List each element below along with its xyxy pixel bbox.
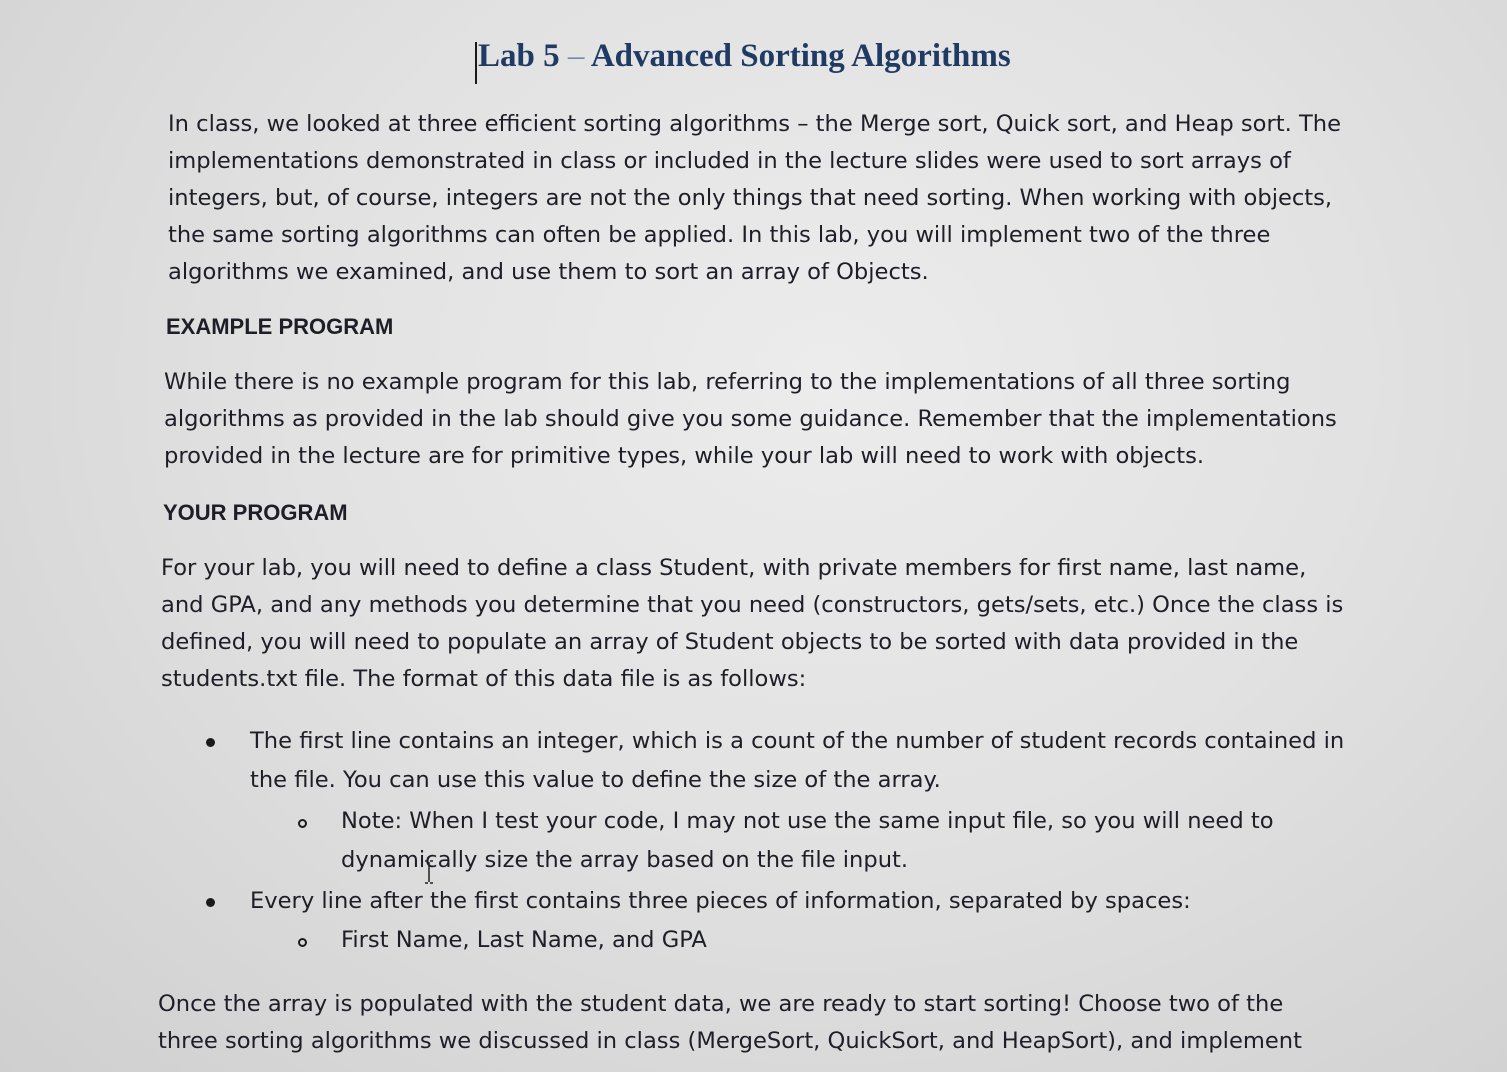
- your-program-heading: YOUR PROGRAM: [163, 500, 348, 525]
- ibeam-cursor-icon: [424, 860, 434, 884]
- sub-bullet-item: [341, 802, 1274, 880]
- intro-line: algorithms we examined, and use them to sort an array of Objects.: [168, 259, 929, 285]
- sub-bullet-line: Note: When I test your code, I may not use the same input file, so you will need to: [341, 808, 1274, 834]
- intro-line: implementations demonstrated in class or included in the lecture slides were used to sort arrays of: [168, 148, 1291, 174]
- sub-bullet-item: [341, 921, 707, 960]
- sub-bullet-icon: [298, 819, 307, 828]
- sub-bullet-line: First Name, Last Name, and GPA: [341, 927, 707, 953]
- bullet-item: [250, 882, 1191, 921]
- sub-bullet-line: dynamically size the array based on the file input.: [341, 847, 909, 873]
- example-line: provided in the lecture are for primitive types, while your lab will need to work with objects.: [164, 443, 1205, 469]
- closing-line: Once the array is populated with the student data, we are ready to start sorting! Choose two of the: [158, 991, 1284, 1017]
- bullet-icon: [206, 738, 215, 747]
- example-program-paragraph: [164, 364, 1337, 475]
- your-program-line: and GPA, and any methods you determine that you need (constructors, gets/sets, etc.) Once the class is: [161, 592, 1344, 618]
- intro-line: the same sorting algorithms can often be applied. In this lab, you will implement two of the three: [168, 222, 1271, 248]
- bullet-line: The first line contains an integer, which is a count of the number of student records contained in: [250, 728, 1345, 754]
- sub-bullet-icon: [298, 938, 307, 947]
- your-program-line: defined, you will need to populate an array of Student objects to be sorted with data provided in the: [161, 629, 1299, 655]
- bullet-line: the file. You can use this value to define the size of the array.: [250, 767, 941, 793]
- intro-paragraph: [168, 106, 1341, 291]
- intro-line: integers, but, of course, integers are not the only things that need sorting. When working with objects,: [168, 185, 1333, 211]
- closing-paragraph: [158, 986, 1302, 1060]
- your-program-paragraph: [161, 550, 1343, 698]
- intro-line: In class, we looked at three efficient sorting algorithms – the Merge sort, Quick sort, and Heap sort. The: [168, 111, 1342, 137]
- title-text: Advanced Sorting Algorithms: [590, 38, 1011, 74]
- bullet-line: Every line after the first contains three pieces of information, separated by spaces:: [250, 888, 1191, 914]
- example-program-heading: EXAMPLE PROGRAM: [166, 314, 394, 339]
- title-dash: –: [567, 38, 585, 74]
- text-cursor: [475, 42, 477, 84]
- page-title: [478, 38, 1011, 75]
- example-line: algorithms as provided in the lab should give you some guidance. Remember that the implementations: [164, 406, 1337, 432]
- closing-line: three sorting algorithms we discussed in class (MergeSort, QuickSort, and HeapSort), and implement: [158, 1028, 1302, 1054]
- bullet-item: [250, 722, 1344, 800]
- bullet-icon: [206, 898, 215, 907]
- title-lab-number: Lab 5: [478, 38, 560, 74]
- your-program-line: students.txt file. The format of this data file is as follows:: [161, 666, 807, 692]
- example-line: While there is no example program for this lab, referring to the implementations of all three sorting: [164, 369, 1291, 395]
- your-program-line: For your lab, you will need to define a class Student, with private members for first name, last name,: [161, 555, 1307, 581]
